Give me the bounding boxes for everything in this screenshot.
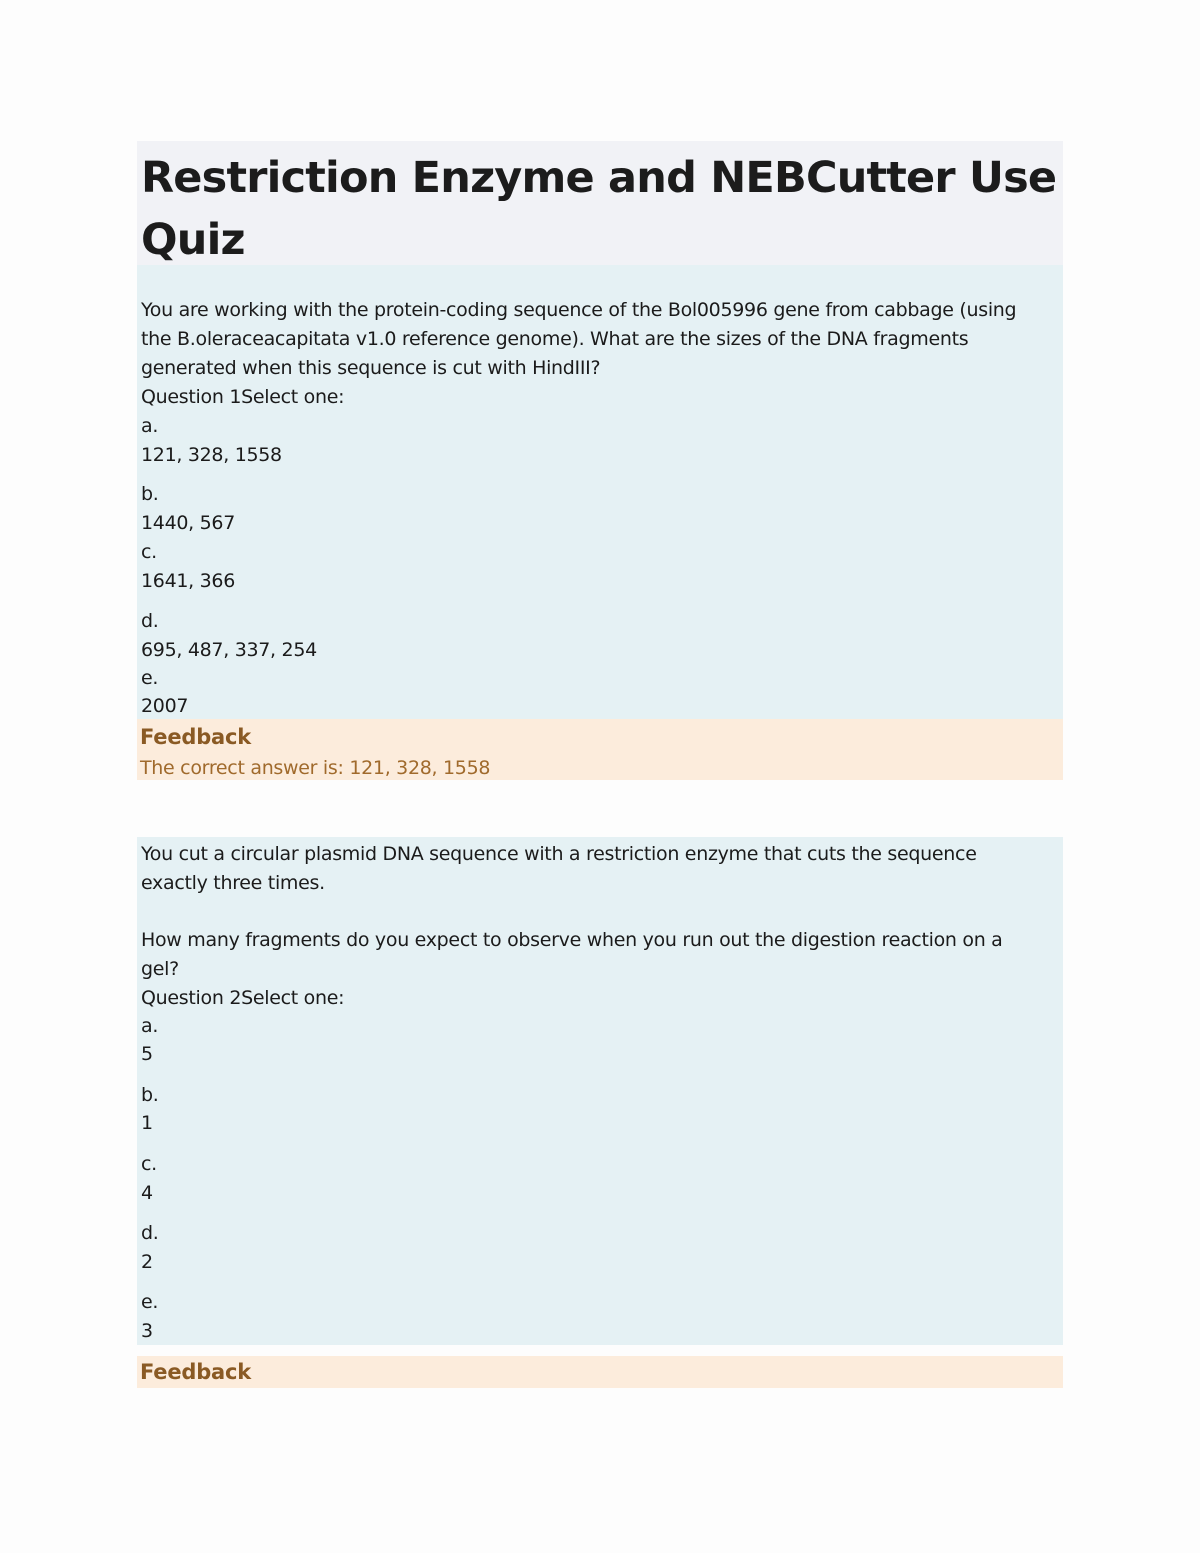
question-2-option-b-text[interactable]: 1 [141,1112,153,1134]
page-title [141,147,1063,271]
question-1-feedback [137,719,1063,780]
question-2-option-d-letter[interactable]: d. [141,1222,159,1244]
question-2-stem-line: exactly three times. [141,872,325,894]
question-2-option-c-text[interactable]: 4 [141,1182,153,1204]
question-1-option-d-letter[interactable]: d. [141,610,159,632]
question-1-option-b-letter[interactable]: b. [141,483,159,505]
question-1-stem-line: the B.oleraceacapitata v1.0 reference genome). What are the sizes of the DNA fragments [141,328,969,350]
question-1-option-c-letter[interactable]: c. [141,541,157,563]
question-2-stem-line: You cut a circular plasmid DNA sequence with a restriction enzyme that cuts the sequence [141,843,977,865]
question-2-stem-line: How many fragments do you expect to observe when you run out the digestion reaction on a [141,929,1003,951]
question-2-option-a-letter[interactable]: a. [141,1015,159,1037]
question-2-option-a-text[interactable]: 5 [141,1043,153,1065]
question-1-option-e-letter[interactable]: e. [141,667,159,689]
question-2-feedback [137,1356,1063,1388]
feedback-correct-answer: The correct answer is: 121, 328, 1558 [140,757,491,779]
page-title-line-2: Quiz [141,215,245,265]
question-1-option-d-text[interactable]: 695, 487, 337, 254 [141,639,317,661]
question-2-option-b-letter[interactable]: b. [141,1084,159,1106]
question-2-block [137,837,1063,1345]
question-2-stem-line: gel? [141,958,179,980]
question-1-option-e-text[interactable]: 2007 [141,695,189,717]
question-1-stem-line: You are working with the protein-coding sequence of the Bol005996 gene from cabbage (using [141,299,1017,321]
question-2-option-e-text[interactable]: 3 [141,1320,153,1342]
page-title-line-1: Restriction Enzyme and NEBCutter Use [141,153,1057,203]
question-1-option-a-text[interactable]: 121, 328, 1558 [141,444,282,466]
question-1-block [137,265,1063,719]
feedback-title: Feedback [140,1360,252,1384]
question-1-prompt: Question 1Select one: [141,386,345,408]
question-1-option-a-letter[interactable]: a. [141,415,159,437]
question-1-stem-line: generated when this sequence is cut with HindIII? [141,357,601,379]
question-2-option-c-letter[interactable]: c. [141,1153,157,1175]
question-1-option-b-text[interactable]: 1440, 567 [141,512,235,534]
question-1-option-c-text[interactable]: 1641, 366 [141,570,235,592]
question-2-prompt: Question 2Select one: [141,987,345,1009]
question-2-option-e-letter[interactable]: e. [141,1291,159,1313]
quiz-title-block [137,141,1063,265]
feedback-title: Feedback [140,725,252,749]
question-2-option-d-text[interactable]: 2 [141,1251,153,1273]
